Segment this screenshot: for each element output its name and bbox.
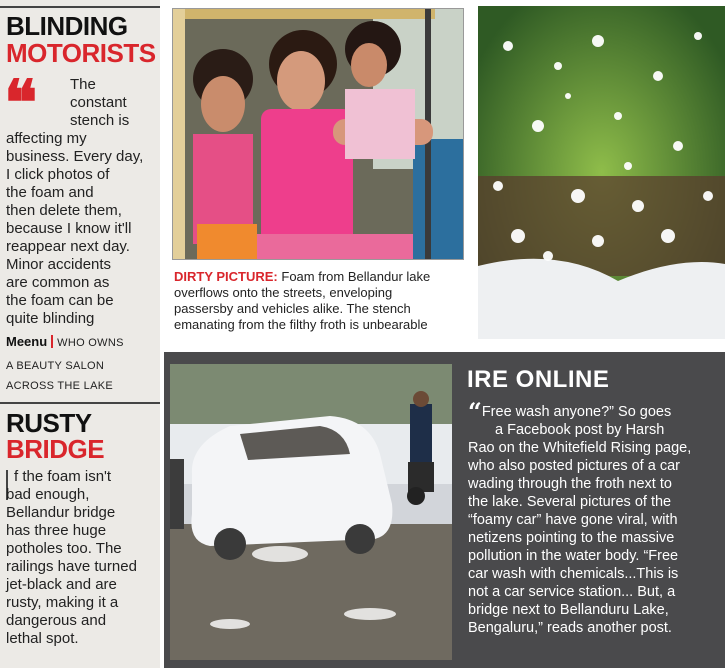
quote-line: I click photos of [6,166,110,183]
feature-text: Free wash anyone?” So goes [481,404,672,420]
quote-line: constant [70,94,127,111]
quote-line: the foam and [6,184,94,201]
body-line: lethal spot. [6,630,79,647]
photo-foamy-car [170,364,452,660]
credit-role-line: A BEAUTY SALON [6,360,105,372]
quote-line: Minor accidents [6,256,112,273]
body-line: potholes too. The [6,540,122,557]
photo-foam-illustration [478,6,725,339]
feature-line: a Facebook post by Harsh [495,422,665,438]
feature-line: “foamy car” have gone viral, with [468,512,678,528]
quote-line: affecting my [6,130,87,147]
body-line: has three huge [6,522,107,539]
quote-line: quite blinding [6,310,95,327]
story2-heading-line2: BRIDGE [6,434,105,464]
quote-mark-icon: ❝ [4,66,38,139]
photo-car-illustration [170,364,452,660]
feature-line [468,397,672,426]
body-line: Bellandur bridge [6,504,116,521]
feature-line: car wash with chemicals...This is [468,566,679,582]
story1-heading-line1: BLINDING [6,11,128,41]
feature-line: pollution in the water body. “Free [468,548,679,564]
feature-line: the lake. Several pictures of the [468,494,672,510]
quote-line: stench is [70,112,130,129]
caption-label: DIRTY PICTURE: [174,269,278,284]
photo-caption-line [174,269,430,285]
photo-caption-line: passersby and vehicles alike. The stench [174,301,411,316]
feature-line: bridge next to Bellanduru Lake, [468,602,669,618]
body-line: f the foam isn't [14,468,112,485]
photo-foam-bushes [478,6,725,339]
divider [0,402,160,404]
photo-rickshaw-illustration [173,9,464,260]
story1-heading-line2: MOTORISTS [6,38,156,68]
credit-separator [51,335,53,348]
quote-line: reappear next day. [6,238,130,255]
feature-line: who also posted pictures of a car [468,458,680,474]
photo-rickshaw-passengers [172,8,464,260]
quote-line: because I know it'll [6,220,132,237]
caption-text: Foam from Bellandur lake [281,269,431,284]
feature-title: IRE ONLINE [467,366,610,393]
feature-line: wading through the froth next to [468,476,672,492]
quote-line: business. Every day, [6,148,144,165]
feature-line: netizens pointing to the massive [468,530,675,546]
credit [6,333,124,351]
credit-role-line: ACROSS THE LAKE [6,380,113,392]
body-line: dangerous and [6,612,107,629]
credit-name: Meenu [6,334,48,349]
body-line: bad enough, [6,486,90,503]
photo-caption-line: emanating from the filthy froth is unbearable [174,317,428,332]
body-line: rusty, making it a [6,594,119,611]
quote-line: then delete them, [6,202,122,219]
credit-role-line: WHO OWNS [57,337,124,349]
quote-line: the foam can be [6,292,114,309]
body-line: railings have turned [6,558,137,575]
feature-line: Bengaluru,” reads another post. [468,620,672,636]
photo-caption-line: overflows onto the streets, enveloping [174,285,393,300]
divider [0,6,160,8]
story2-heading-line1: RUSTY [6,408,92,438]
feature-line: not a car service station... But, a [468,584,676,600]
quote-line: are common as [6,274,110,291]
quote-line: The [70,76,96,93]
feature-line: Rao on the Whitefield Rising page, [468,440,692,456]
open-quote: “ [468,397,482,426]
body-line: jet-black and are [6,576,117,593]
